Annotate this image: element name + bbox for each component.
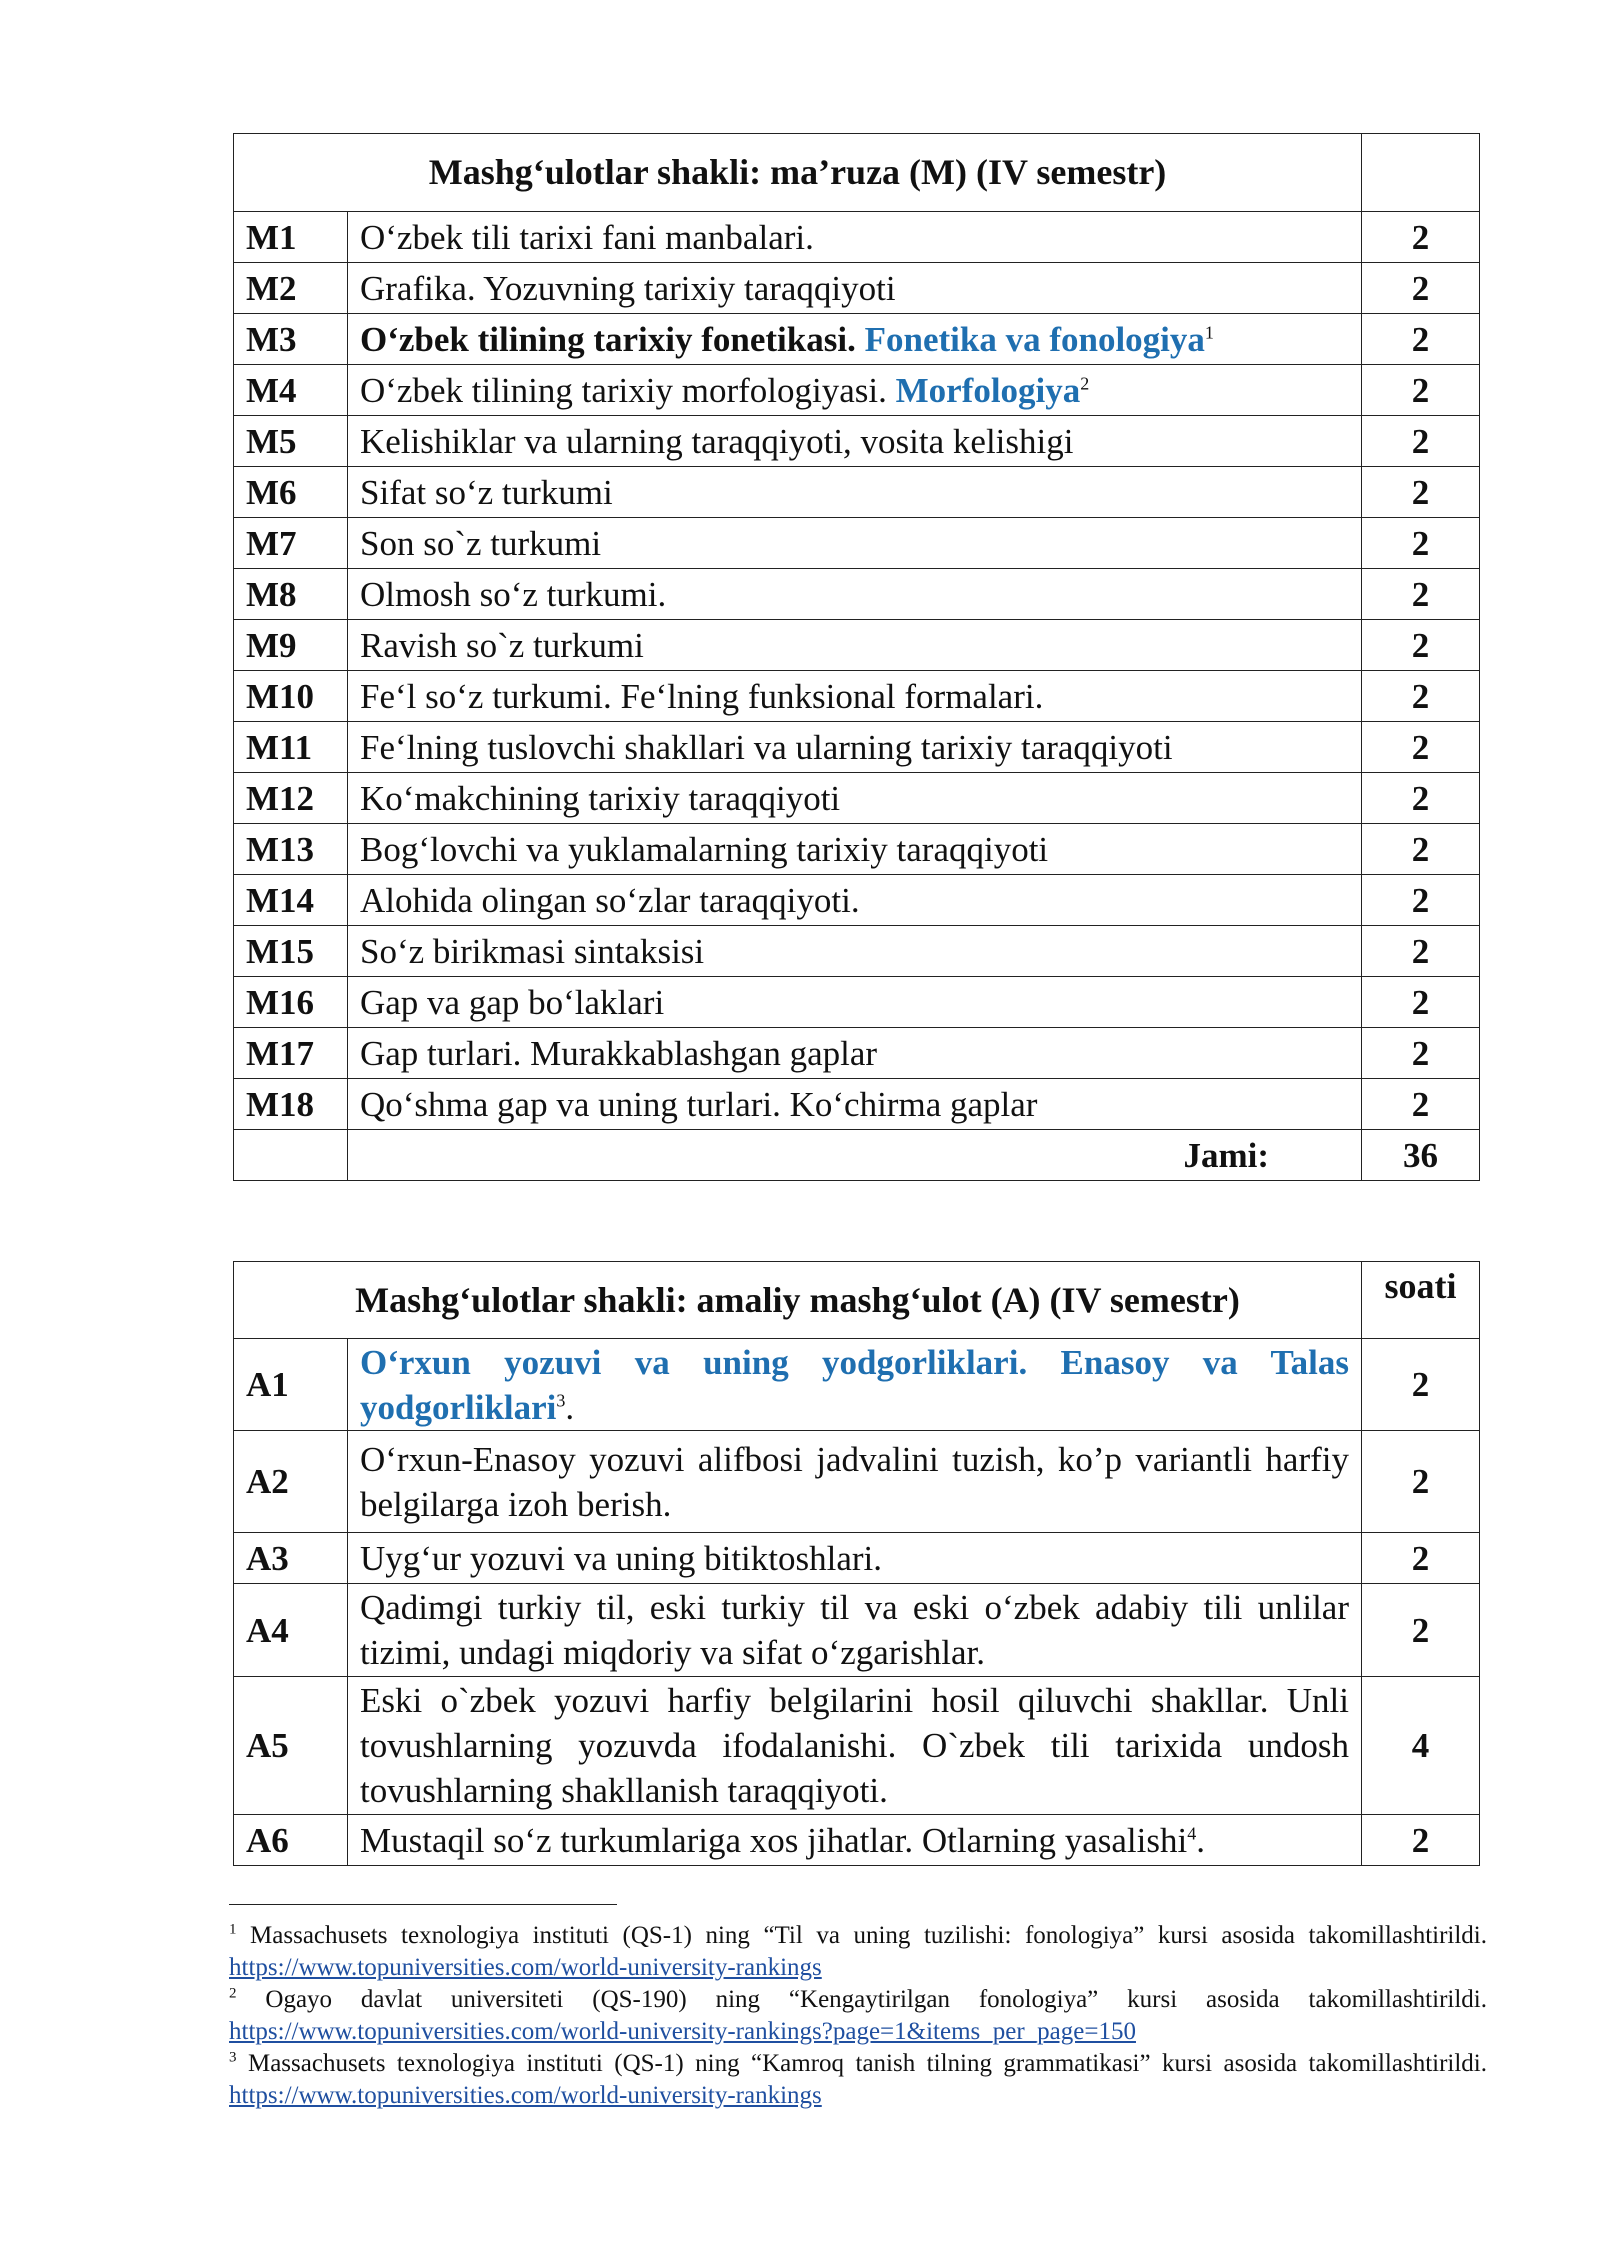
practical-table-title: Mashg‘ulotlar shakli: amaliy mashg‘ulot (A) (IV semestr) [234, 1262, 1362, 1339]
lecture-code: M6 [234, 467, 348, 518]
lecture-code: M13 [234, 824, 348, 875]
lecture-total-row [234, 1130, 1480, 1181]
practical-table-hours-header: soati [1362, 1262, 1480, 1339]
practical-row [234, 1677, 1480, 1815]
lecture-code: M1 [234, 212, 348, 263]
topic-text: Uyg‘ur yozuvi va uning bitiktoshlari. [360, 1538, 883, 1578]
topic-text: Grafika. Yozuvning tarixiy taraqqiyoti [360, 268, 896, 308]
practical-row [234, 1339, 1480, 1431]
practical-row [234, 1584, 1480, 1677]
lecture-topic [348, 467, 1362, 518]
footnote-link[interactable]: https://www.topuniversities.com/world-university-rankings [229, 1954, 822, 1981]
lecture-table [233, 133, 1480, 1181]
topic-text: Qadimgi turkiy til, eski turkiy til va eski o‘zbek adabiy tili unlilar tizimi, undagi miqdoriy va sifat o‘zgarishlar. [360, 1588, 1349, 1672]
lecture-row [234, 1028, 1480, 1079]
lecture-hours: 2 [1362, 773, 1480, 824]
lecture-row [234, 365, 1480, 416]
lecture-code: M3 [234, 314, 348, 365]
topic-text: Qo‘shma gap va uning turlari. Ko‘chirma gaplar [360, 1084, 1038, 1124]
lecture-code: M16 [234, 977, 348, 1028]
lecture-topic [348, 569, 1362, 620]
practical-topic [348, 1584, 1362, 1677]
lecture-hours: 2 [1362, 875, 1480, 926]
practical-hours: 2 [1362, 1815, 1480, 1866]
practical-code: A4 [234, 1584, 348, 1677]
practical-hours: 2 [1362, 1533, 1480, 1584]
topic-text: O‘zbek tilining tarixiy morfologiyasi. [360, 370, 887, 410]
practical-hours: 2 [1362, 1431, 1480, 1533]
lecture-row [234, 1079, 1480, 1130]
lecture-code: M9 [234, 620, 348, 671]
lecture-table-hours-header [1362, 134, 1480, 212]
topic-text: Gap turlari. Murakkablashgan gaplar [360, 1033, 878, 1073]
lecture-topic [348, 518, 1362, 569]
footnotes [229, 1920, 1487, 2112]
lecture-topic [348, 875, 1362, 926]
practical-hours: 2 [1362, 1584, 1480, 1677]
practical-row [234, 1815, 1480, 1866]
lecture-topic [348, 416, 1362, 467]
lecture-hours: 2 [1362, 263, 1480, 314]
footnote-separator [229, 1904, 617, 1905]
practical-topic [348, 1533, 1362, 1584]
topic-text: So‘z birikmasi sintaksisi [360, 931, 705, 971]
footnote-ref: 3 [556, 1389, 566, 1410]
topic-text: Ravish so`z turkumi [360, 625, 644, 665]
footnote-link[interactable]: https://www.topuniversities.com/world-university-rankings?page=1&items_per_page=150 [229, 2018, 1136, 2045]
footnote-ref: 1 [1204, 321, 1214, 342]
lecture-hours: 2 [1362, 620, 1480, 671]
footnote-text: Ogayo davlat universiteti (QS-190) ning “Kengaytirilgan fonologiya” kursi asosida takomillashtirildi. [265, 1986, 1487, 2013]
topic-text: Sifat so‘z turkumi [360, 472, 613, 512]
lecture-hours: 2 [1362, 416, 1480, 467]
lecture-hours: 2 [1362, 671, 1480, 722]
footnote-mark: 3 [229, 2049, 237, 2066]
footnote-text: Massachusets texnologiya instituti (QS-1) ning “Kamroq tanish tilning grammatikasi” kursi asosida takomillashtirildi. [247, 2050, 1488, 2077]
footnote [229, 2048, 1487, 2112]
lecture-row [234, 467, 1480, 518]
practical-topic [348, 1339, 1362, 1431]
lecture-hours: 2 [1362, 314, 1480, 365]
practical-topic [348, 1815, 1362, 1866]
lecture-hours: 2 [1362, 1028, 1480, 1079]
lecture-code: M4 [234, 365, 348, 416]
lecture-total-label: Jami: [348, 1130, 1362, 1181]
topic-after: . [1196, 1820, 1205, 1860]
lecture-total-value: 36 [1362, 1130, 1480, 1181]
lecture-topic [348, 977, 1362, 1028]
lecture-row [234, 671, 1480, 722]
practical-topic [348, 1677, 1362, 1815]
lecture-total-empty [234, 1130, 348, 1181]
lecture-topic [348, 1028, 1362, 1079]
lecture-row [234, 212, 1480, 263]
footnote-ref: 4 [1187, 1822, 1197, 1843]
lecture-row [234, 926, 1480, 977]
lecture-topic [348, 620, 1362, 671]
lecture-code: M18 [234, 1079, 348, 1130]
practical-row [234, 1533, 1480, 1584]
topic-highlight: O‘rxun yozuvi va uning yodgorliklari. Enasoy va Talas yodgorliklari [360, 1342, 1349, 1427]
topic-after: . [565, 1387, 575, 1427]
lecture-row [234, 722, 1480, 773]
lecture-topic [348, 212, 1362, 263]
practical-code: A5 [234, 1677, 348, 1815]
footnote-link[interactable]: https://www.topuniversities.com/world-university-rankings [229, 2082, 822, 2109]
lecture-hours: 2 [1362, 824, 1480, 875]
topic-bold-text: O‘zbek tilining tarixiy fonetikasi. [360, 319, 856, 359]
lecture-row [234, 875, 1480, 926]
lecture-row [234, 518, 1480, 569]
practical-code: A6 [234, 1815, 348, 1866]
topic-highlight: Morfologiya [895, 370, 1081, 410]
topic-text: Fe‘l so‘z turkumi. Fe‘lning funksional formalari. [360, 676, 1044, 716]
practical-row [234, 1431, 1480, 1533]
lecture-hours: 2 [1362, 212, 1480, 263]
topic-text: Mustaqil so‘z turkumlariga xos jihatlar. Otlarning yasalishi [360, 1820, 1188, 1860]
lecture-code: M15 [234, 926, 348, 977]
lecture-topic [348, 365, 1362, 416]
lecture-hours: 2 [1362, 977, 1480, 1028]
topic-text: Eski o`zbek yozuvi harfiy belgilarini hosil qiluvchi shakllar. Unli tovushlarning yozuvda ifodalanishi. O`zbek tili tarixida undosh tovushlarning shakllanish taraqqiyoti. [360, 1681, 1349, 1810]
lecture-row [234, 620, 1480, 671]
footnote [229, 1920, 1487, 1984]
lecture-hours: 2 [1362, 518, 1480, 569]
lecture-hours: 2 [1362, 569, 1480, 620]
lecture-code: M17 [234, 1028, 348, 1079]
topic-text: Fe‘lning tuslovchi shakllari va ularning tarixiy taraqqiyoti [360, 727, 1173, 767]
topic-text: O‘rxun-Enasoy yozuvi alifbosi jadvalini tuzish, ko’p variantli harfiy belgilarga izoh berish. [360, 1439, 1349, 1524]
topic-text: Olmosh so‘z turkumi. [360, 574, 667, 614]
lecture-hours: 2 [1362, 467, 1480, 518]
lecture-row [234, 773, 1480, 824]
topic-text: Alohida olingan so‘zlar taraqqiyoti. [360, 880, 860, 920]
lecture-topic [348, 773, 1362, 824]
topic-text: Bog‘lovchi va yuklamalarning tarixiy taraqqiyoti [360, 829, 1049, 869]
topic-text: Ko‘makchining tarixiy taraqqiyoti [360, 778, 841, 818]
lecture-table-header-row [234, 134, 1480, 212]
lecture-topic [348, 1079, 1362, 1130]
lecture-row [234, 416, 1480, 467]
footnote-ref: 2 [1080, 372, 1090, 393]
practical-hours: 4 [1362, 1677, 1480, 1815]
lecture-hours: 2 [1362, 926, 1480, 977]
lecture-code: M5 [234, 416, 348, 467]
practical-table [233, 1261, 1480, 1866]
lecture-topic [348, 722, 1362, 773]
lecture-topic [348, 263, 1362, 314]
lecture-row [234, 314, 1480, 365]
lecture-topic [348, 926, 1362, 977]
lecture-table-title: Mashg‘ulotlar shakli: ma’ruza (M) (IV semestr) [234, 134, 1362, 212]
lecture-code: M14 [234, 875, 348, 926]
lecture-code: M8 [234, 569, 348, 620]
footnote-mark: 2 [229, 1985, 237, 2002]
footnote-text: Massachusets texnologiya instituti (QS-1) ning “Til va uning tuzilishi: fonologiya” kursi asosida takomillashtirildi. [250, 1922, 1488, 1949]
footnote-mark: 1 [229, 1921, 237, 1938]
lecture-topic [348, 824, 1362, 875]
topic-highlight: Fonetika va fonologiya [864, 319, 1205, 359]
lecture-row [234, 824, 1480, 875]
topic-text: Son so`z turkumi [360, 523, 602, 563]
practical-code: A1 [234, 1339, 348, 1431]
lecture-hours: 2 [1362, 1079, 1480, 1130]
footnote [229, 1984, 1487, 2048]
lecture-hours: 2 [1362, 722, 1480, 773]
lecture-code: M10 [234, 671, 348, 722]
lecture-code: M2 [234, 263, 348, 314]
topic-text: O‘zbek tili tarixi fani manbalari. [360, 217, 814, 257]
lecture-row [234, 263, 1480, 314]
lecture-row [234, 569, 1480, 620]
practical-hours: 2 [1362, 1339, 1480, 1431]
lecture-code: M12 [234, 773, 348, 824]
practical-table-header-row [234, 1262, 1480, 1339]
practical-code: A2 [234, 1431, 348, 1533]
lecture-topic [348, 314, 1362, 365]
lecture-hours: 2 [1362, 365, 1480, 416]
practical-topic [348, 1431, 1362, 1533]
topic-text: Kelishiklar va ularning taraqqiyoti, vosita kelishigi [360, 421, 1074, 461]
lecture-topic [348, 671, 1362, 722]
lecture-code: M11 [234, 722, 348, 773]
lecture-code: M7 [234, 518, 348, 569]
lecture-row [234, 977, 1480, 1028]
practical-code: A3 [234, 1533, 348, 1584]
topic-text: Gap va gap bo‘laklari [360, 982, 665, 1022]
